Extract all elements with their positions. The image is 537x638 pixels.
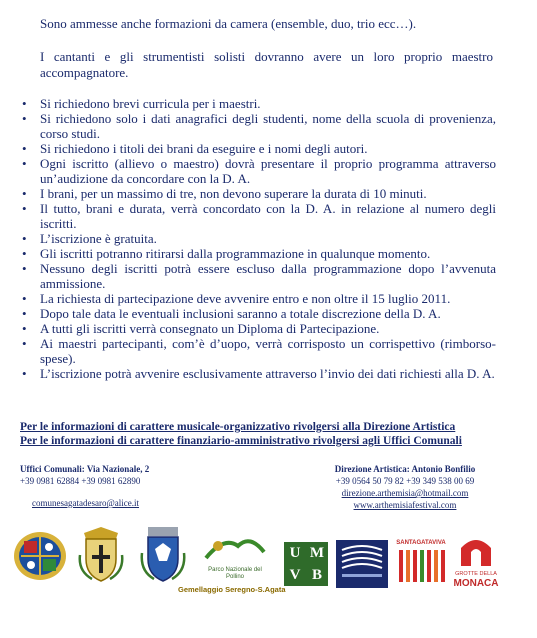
artistic-direction-title: Direzione Artistica: Antonio Bonfilio (334, 464, 476, 474)
arthemisia-logo-icon (336, 540, 388, 588)
bullet-icon: • (22, 141, 27, 156)
umvb-logo (284, 542, 328, 586)
grotte-della-monaca-logo (452, 536, 500, 588)
bullet-icon: • (22, 291, 27, 306)
list-item (18, 186, 496, 201)
intro-paragraph-1: Sono ammesse anche formazioni da camera (ensemble, duo, trio ecc…). (40, 16, 417, 31)
municipal-email-link[interactable]: comunesagatadesaro@alice.it (32, 498, 139, 508)
umvb-letter-u: U (289, 545, 301, 561)
list-item (18, 141, 496, 156)
santagataviva-stripes-icon (396, 546, 446, 584)
bullet-icon: • (22, 186, 27, 201)
artistic-email-link[interactable]: direzione.arthemisia@hotmail.com (341, 488, 469, 498)
santagataviva-logo (396, 540, 446, 586)
list-item-text: La richiesta di partecipazione deve avvenire entro e non oltre il 15 luglio 2011. (40, 291, 451, 306)
artistic-direction-phones: +39 0564 50 79 82 +39 349 538 00 69 (335, 476, 475, 486)
intro-paragraph-2: I cantanti e gli strumentisti solisti dovranno avere un loro proprio maestro accompagnatore. (40, 49, 493, 80)
list-item (18, 201, 496, 231)
bullet-icon: • (22, 201, 27, 216)
festival-website-link[interactable]: www.arthemisiafestival.com (353, 500, 457, 510)
calabria-region-crest-icon (12, 530, 68, 582)
list-item (18, 306, 496, 321)
seregno-coat-of-arms-icon (140, 525, 186, 583)
bullet-icon: • (22, 261, 27, 276)
list-item (18, 366, 496, 381)
requirements-list (18, 96, 496, 381)
santagataviva-label: SANTAGATAVIVA (396, 540, 446, 546)
cave-arch-icon (459, 536, 493, 566)
bullet-icon: • (22, 96, 27, 111)
municipality-coat-of-arms-icon (78, 525, 124, 583)
list-item (18, 261, 496, 291)
monaca-label: MONACA (453, 578, 499, 589)
pollino-park-emblem-icon (204, 532, 266, 562)
list-item-text: Nessuno degli iscritti potrà essere escluso dalla programmazione dopo l’avvenuta ammissione. (40, 261, 496, 291)
pollino-park-logo (204, 532, 266, 580)
list-item (18, 321, 496, 336)
pollino-park-label: Parco Nazionale del Pollino (208, 567, 262, 580)
info-musical[interactable]: Per le informazioni di carattere musicale-organizzativo rivolgersi alla Direzione Artistica (20, 421, 456, 433)
list-item-text: A tutti gli iscritti verrà consegnato un Diploma di Partecipazione. (40, 321, 380, 336)
list-item (18, 336, 496, 366)
list-item (18, 156, 496, 186)
list-item-text: Il tutto, brani e durata, verrà concordato con la D. A. in relazione al numero degli iscritti. (40, 201, 496, 231)
grotte-label: GROTTE DELLA (455, 571, 497, 577)
list-item (18, 231, 496, 246)
municipal-office-title: Uffici Comunali: Via Nazionale, 2 (20, 464, 150, 474)
bullet-icon: • (22, 321, 27, 336)
bullet-icon: • (22, 156, 27, 171)
list-item-text: L’iscrizione è gratuita. (40, 231, 157, 246)
list-item-text: I brani, per un massimo di tre, non devono superare la durata di 10 minuti. (40, 186, 427, 201)
umvb-letter-m: M (309, 545, 325, 561)
bullet-icon: • (22, 231, 27, 246)
list-item-text: Si richiedono solo i dati anagrafici degli studenti, nome della scuola di provenienza, corso studi. (40, 111, 496, 141)
bullet-icon: • (22, 111, 27, 126)
umvb-letter-v: V (289, 567, 301, 583)
bullet-icon: • (22, 246, 27, 261)
list-item-text: Si richiedono brevi curricula per i maestri. (40, 96, 261, 111)
municipal-office-phones: +39 0981 62884 +39 0981 62890 (20, 476, 141, 486)
list-item-text: L’iscrizione potrà avvenire esclusivamente attraverso l’invio dei dati richiesti alla D. A. (40, 366, 495, 381)
info-financial[interactable]: Per le informazioni di carattere finanziario-amministrativo rivolgersi agli Uffici Comunali (20, 435, 462, 447)
list-item-text: Si richiedono i titoli dei brani da eseguire e i nomi degli autori. (40, 141, 368, 156)
list-item (18, 246, 496, 261)
list-item (18, 291, 496, 306)
bullet-icon: • (22, 366, 27, 381)
municipal-office-contact (20, 463, 149, 509)
bullet-icon: • (22, 336, 27, 351)
artistic-direction-contact (305, 463, 505, 511)
gemellaggio-caption: Gemellaggio Seregno-S.Agata (178, 585, 286, 594)
list-item-text: Ogni iscritto (allievo o maestro) dovrà presentare il proprio programma attraverso un’audizione da concordare con la D. A. (40, 156, 496, 186)
list-item-text: Ai maestri partecipanti, com’è d’uopo, verrà corrisposto un corrispettivo (rimborso-spese). (40, 336, 496, 366)
list-item (18, 96, 496, 111)
bullet-icon: • (22, 306, 27, 321)
list-item-text: Dopo tale data le eventuali inclusioni saranno a totale discrezione della D. A. (40, 306, 441, 321)
list-item (18, 111, 496, 141)
umvb-letter-b: B (311, 567, 322, 583)
list-item-text: Gli iscritti potranno ritirarsi dalla programmazione in qualunque momento. (40, 246, 431, 261)
